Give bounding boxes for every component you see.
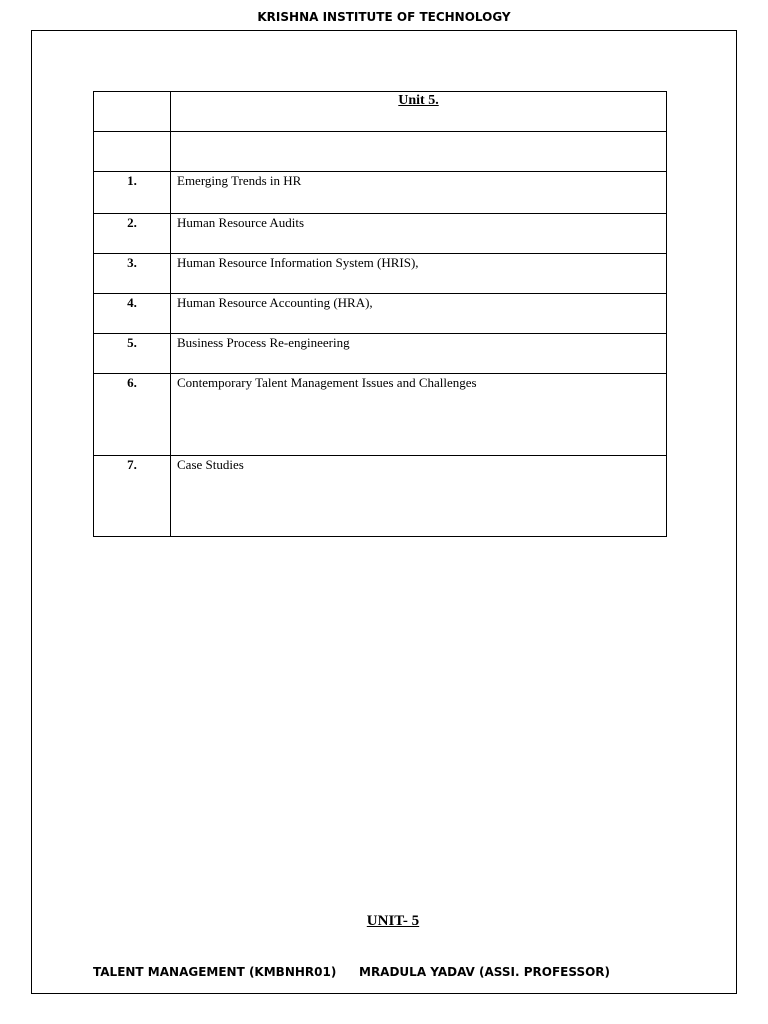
row-number: 6. [94,374,171,456]
unit-footer-title: UNIT- 5 [366,913,420,929]
row-topic: Business Process Re-engineering [171,334,667,374]
syllabus-table [93,91,667,537]
institute-header: KRISHNA INSTITUTE OF TECHNOLOGY [257,10,511,24]
row-topic: Emerging Trends in HR [171,172,667,214]
unit-heading: Unit 5. [398,93,439,108]
row-topic: Case Studies [171,456,667,537]
table-row [94,334,667,374]
course-name: TALENT MANAGEMENT (KMBNHR01) [93,965,337,979]
table-row [94,456,667,537]
empty-cell [94,132,171,172]
row-number: 5. [94,334,171,374]
empty-cell [171,132,667,172]
table-row [94,214,667,254]
row-topic: Human Resource Accounting (HRA), [171,294,667,334]
row-topic: Contemporary Talent Management Issues and Challenges [171,374,667,456]
table-row [94,254,667,294]
row-number: 1. [94,172,171,214]
row-number: 4. [94,294,171,334]
row-number: 7. [94,456,171,537]
blank-row [94,132,667,172]
row-topic: Human Resource Information System (HRIS), [171,254,667,294]
author-name: MRADULA YADAV (ASSI. PROFESSOR) [359,965,611,979]
table-row [94,374,667,456]
row-topic: Human Resource Audits [171,214,667,254]
table-row [94,294,667,334]
row-number: 2. [94,214,171,254]
table-row [94,172,667,214]
empty-cell [94,92,171,132]
row-number: 3. [94,254,171,294]
table-header-row [94,92,667,132]
unit-heading-cell [171,92,667,132]
